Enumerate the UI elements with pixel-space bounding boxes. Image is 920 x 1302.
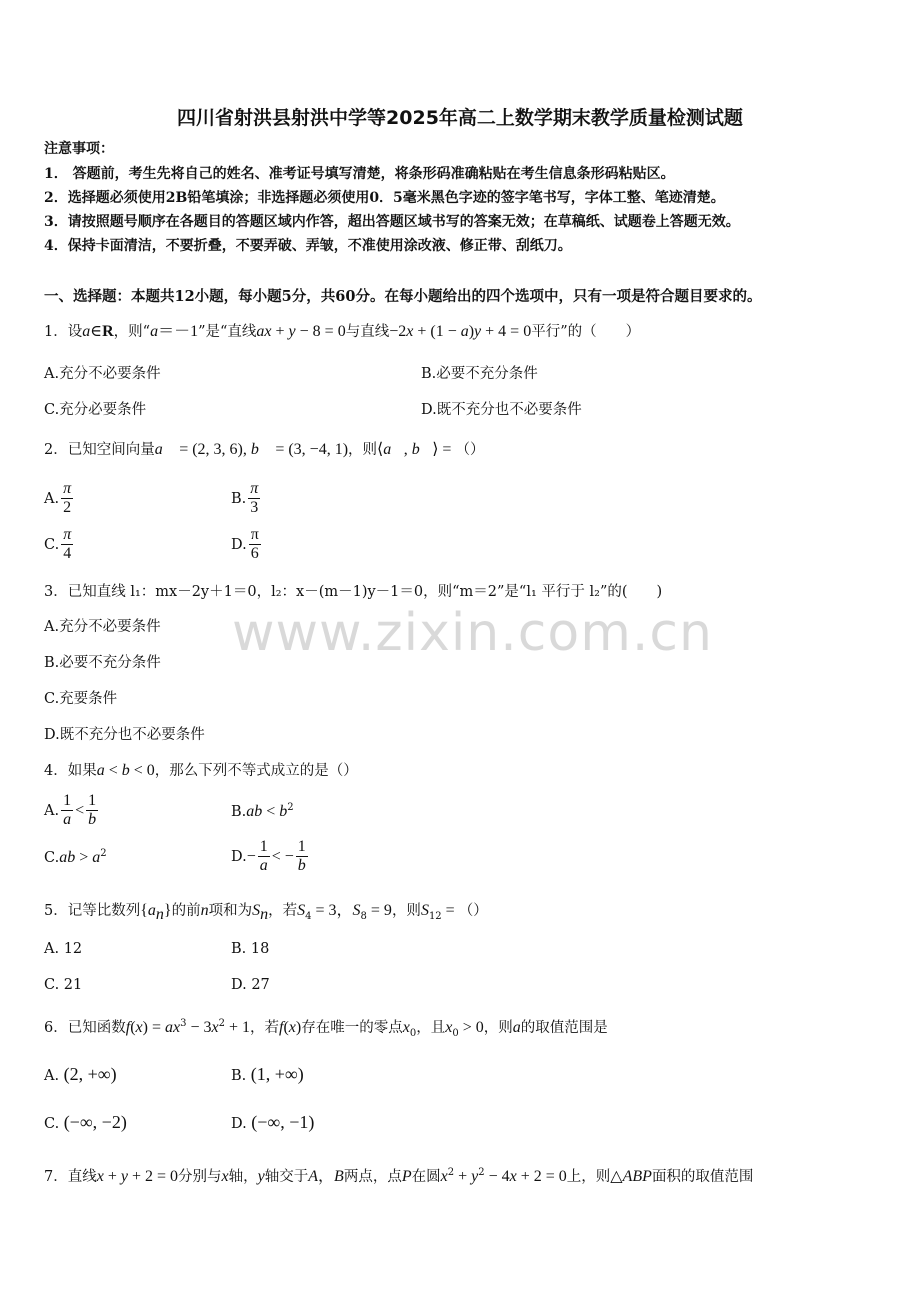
notice-item: 3．请按照题号顺序在各题目的答题区域内作答，超出答题区域书写的答案无效；在草稿纸、试题卷上答题无效。 (44, 214, 740, 230)
q1-option-d: D.既不充分也不必要条件 (421, 402, 582, 418)
question-6: 6．已知函数$f(x) = ax^3 - 3x^2 + 1$，若f(x)存在唯一的零点$x_0$，且$x_0 > 0$，则a的取值范围是 (44, 1018, 608, 1039)
q6-option-c: C. (−∞, −2) (44, 1112, 127, 1132)
q3-option-b: B.必要不充分条件 (44, 655, 161, 671)
notice-item: 4．保持卡面清洁，不要折叠，不要弄破、弄皱，不准使用涂改液、修正带、刮纸刀。 (44, 238, 572, 254)
q5-option-d: D. 27 (231, 977, 270, 993)
question-2: 2．已知空间向量a⃗ = (2, 3, 6), b⃗ = (3, −4, 1)，则⟨a⃗, b⃗⟩ = （） (44, 441, 485, 458)
question-5: 5．记等比数列$\{a_n\}$的前n项和为$S_n$，若$S_4 = 3$，$S_8 = 9$，则$S_{12}$ = （） (44, 902, 488, 923)
q3-option-c: C.充要条件 (44, 691, 118, 707)
notice-item: 1． 答题前，考生先将自己的姓名、准考证号填写清楚，将条形码准确粘贴在考生信息条形码粘贴区。 (44, 166, 675, 182)
q4-option-b: $B.ab < b^2$ (231, 802, 294, 820)
q1-option-b: B.必要不充分条件 (421, 366, 538, 382)
question-7: 7．直线x + y + 2 = 0分别与x轴，y轴交于A，B两点，点P在圆$x^2 + y^2 - 4x + 2 = 0$上，则△ABP面积的取值范围 (44, 1167, 754, 1185)
question-4: 4．如果a < b < 0，那么下列不等式成立的是（） (44, 762, 358, 779)
q2-option-d: D. $\frac{\pi}{6}$ (231, 526, 259, 563)
q5-option-c: C. 21 (44, 977, 83, 993)
q6-option-b: B. (1, +∞) (231, 1064, 304, 1084)
q3-option-a: A.充分不必要条件 (44, 619, 161, 635)
q1-option-c: C.充分必要条件 (44, 402, 147, 418)
watermark: www.zixin.com.cn (232, 603, 713, 663)
q5-option-a: A. 12 (44, 941, 83, 957)
q4-option-d: D.− $\frac{1}{a}$ < − $\frac{1}{b}$ (231, 838, 306, 875)
question-3: 3．已知直线 l₁：mx－2y＋1＝0，l₂：x－(m－1)y－1＝0，则“m＝2”是“l₁ 平行于 l₂”的( ) (44, 584, 663, 600)
notice-heading: 注意事项： (44, 141, 114, 157)
page-title: 四川省射洪县射洪中学等2025年高二上数学期末教学质量检测试题 (177, 107, 743, 129)
q5-option-b: B. 18 (231, 941, 270, 957)
q2-option-c: C. $\frac{\pi}{4}$ (44, 526, 72, 563)
q4-option-a: A. $\frac{1}{a}$ < $\frac{1}{b}$ (44, 792, 97, 829)
q2-option-b: B. $\frac{\pi}{3}$ (231, 480, 259, 517)
q1-option-a: A.充分不必要条件 (44, 366, 161, 382)
notice-item: 2．选择题必须使用2B铅笔填涂；非选择题必须使用0．5毫米黑色字迹的签字笔书写，字体工整、笔迹清楚。 (44, 190, 725, 206)
section-heading: 一、选择题：本题共12小题，每小题5分，共60分。在每小题给出的四个选项中，只有一项是符合题目要求的。 (44, 288, 762, 305)
q6-option-a: A. (2, +∞) (44, 1064, 117, 1084)
q6-option-d: D. (−∞, −1) (231, 1112, 315, 1132)
q2-option-a: A. $\frac{\pi}{2}$ (44, 480, 72, 517)
q3-option-d: D.既不充分也不必要条件 (44, 727, 205, 743)
question-1: 1．设a∈R，则“a＝－1”是“直线ax + y − 8 = 0与直线−2x + (1 − a)y + 4 = 0平行”的（ ） (44, 323, 641, 340)
q4-option-c: $C.ab > a^2$ (44, 848, 107, 866)
